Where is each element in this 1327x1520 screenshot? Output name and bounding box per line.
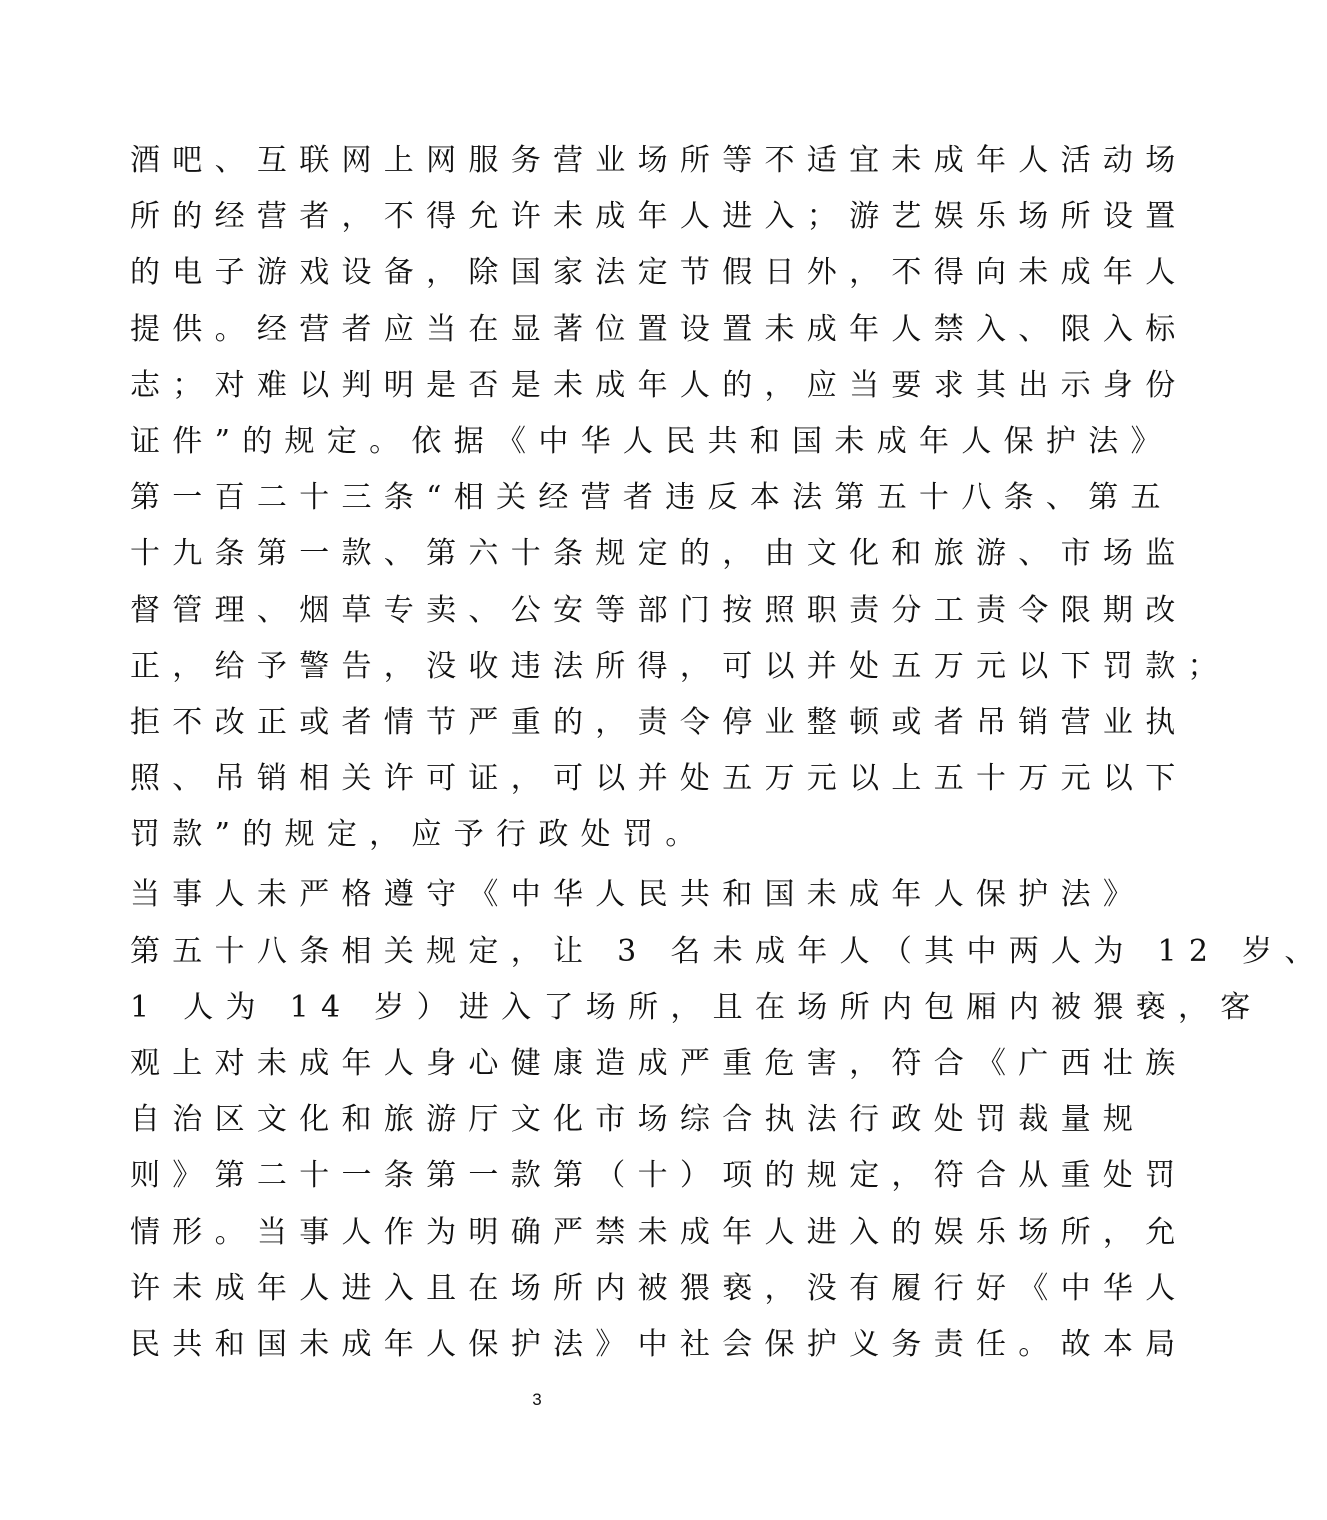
text-line: 酒吧、互联网上网服务营业场所等不适宜未成年人活动场 [130,143,1188,178]
text-line: 提供。经营者应当在显著位置设置未成年人禁入、限入标 [130,311,1188,347]
page-number: 3 [532,1390,542,1409]
text-line: 督管理、烟草专卖、公安等部门按照职责分工责令限期改 [130,592,1188,628]
body-text [130,133,1327,1373]
text-line: 证件”的规定。依据《中华人民共和国未成年人保护法》 [130,423,1173,459]
text-line: 情形。当事人作为明确严禁未成年人进入的娱乐场所，允 [130,1214,1188,1250]
text-line: 志；对难以判明是否是未成年人的，应当要求其出示身份 [130,367,1188,403]
text-line: 十九条第一款、第六十条规定的，由文化和旅游、市场监 [130,536,1188,572]
text-line: 自治区文化和旅游厅文化市场综合执法行政处罚裁量规 [130,1102,1146,1138]
text-line: 第五十八条相关规定，让 3 名未成年人（其中两人为 12 岁、 [130,933,1327,969]
text-line: 正，给予警告，没收违法所得，可以并处五万元以下罚款； [130,648,1230,684]
text-line: 第一百二十三条“相关经营者违反本法第五十八条、第五 [130,480,1173,516]
text-line: 则》第二十一条第一款第（十）项的规定，符合从重处罚 [130,1158,1188,1194]
text-line: 1 人为 14 岁）进入了场所，且在场所内包厢内被猥亵，客 [130,989,1263,1025]
text-line: 拒不改正或者情节严重的，责令停业整顿或者吊销营业执 [130,704,1188,740]
text-line: 所的经营者，不得允许未成年人进入；游艺娱乐场所设置 [130,199,1188,235]
paragraph-1 [130,133,1230,863]
text-line: 罚款”的规定，应予行政处罚。 [130,817,708,853]
text-line: 的电子游戏设备，除国家法定节假日外，不得向未成年人 [130,255,1188,291]
text-line: 当事人未严格遵守《中华人民共和国未成年人保护法》 [130,877,1146,913]
text-line: 照、吊销相关许可证，可以并处五万元以上五十万元以下 [130,761,1188,797]
text-line: 民共和国未成年人保护法》中社会保护义务责任。故本局 [130,1326,1188,1362]
text-line: 许未成年人进入且在场所内被猥亵，没有履行好《中华人 [130,1270,1188,1306]
paragraph-2 [130,867,1327,1373]
text-line: 观上对未成年人身心健康造成严重危害，符合《广西壮族 [130,1046,1188,1081]
